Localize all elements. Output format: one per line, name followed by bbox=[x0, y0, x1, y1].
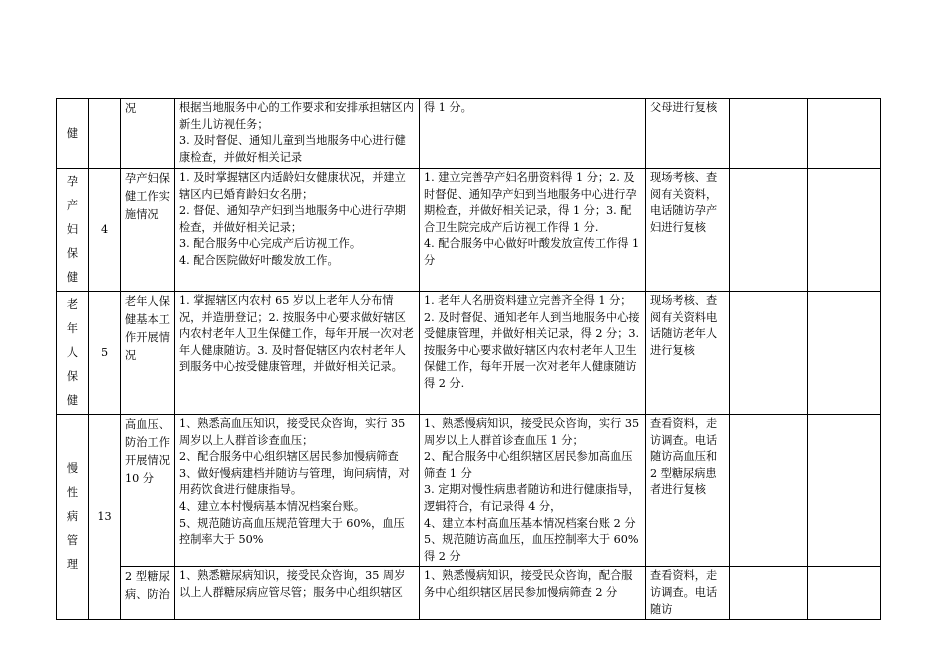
empty-cell bbox=[808, 292, 881, 415]
item-cell: 2 型糖尿病、防治 bbox=[121, 567, 175, 620]
item-cell: 孕产妇保健工作实施情况 bbox=[121, 169, 175, 292]
scoring-cell: 1、熟悉慢病知识，接受民众咨询，实行 35 周岁以上人群首诊查血压 1 分； 2、配合服务中心组织辖区居民参加高血压筛查 1 分 3. 定期对慢性病患者随访和进行健康指导，逻辑符合，有记录得 4 分， 4、建立本村高血压基本情况档案台账 2 分 5、规范随访高血压，血压控制率大于 60% 得 2 分 bbox=[420, 415, 646, 567]
method-cell: 现场考核、查阅有关资料，电话随访孕产妇进行复核 bbox=[646, 169, 730, 292]
number-cell: 5 bbox=[89, 292, 121, 415]
empty-cell bbox=[730, 415, 808, 567]
requirement-cell: 1. 掌握辖区内农村 65 岁以上老年人分布情况，并造册登记；2. 按服务中心要求做好辖区内农村老年人卫生保健工作，每年开展一次对老年人健康随访。3. 及时督促辖区内农村老年人到服务中心按受健康管理，并做好相关记录。 bbox=[175, 292, 420, 415]
empty-cell bbox=[808, 415, 881, 567]
table-row bbox=[57, 99, 881, 169]
scoring-cell: 1、熟悉慢病知识，接受民众咨询，配合服务中心组织辖区居民参加慢病筛查 2 分 bbox=[420, 567, 646, 620]
empty-cell bbox=[808, 567, 881, 620]
category-cell: 孕 产 妇 保 健 bbox=[57, 169, 89, 292]
empty-cell bbox=[730, 99, 808, 169]
requirement-cell: 1. 及时掌握辖区内适龄妇女健康状况，并建立辖区内已婚育龄妇女名册； 2. 督促、通知孕产妇到当地服务中心进行孕期检查，并做好相关记录； 3. 配合服务中心完成产后访视工作。 4. 配合医院做好叶酸发放工作。 bbox=[175, 169, 420, 292]
empty-cell bbox=[730, 567, 808, 620]
method-cell: 现场考核、查阅有关资料电话随访老年人进行复核 bbox=[646, 292, 730, 415]
scoring-cell: 1. 建立完善孕产妇名册资料得 1 分；2. 及时督促、通知孕产妇到当地服务中心进行孕期检查，并做好相关记录，得 1 分；3. 配合卫生院完成产后访视工作得 1 分. 4. 配合服务中心做好叶酸发放宣传工作得 1 分 bbox=[420, 169, 646, 292]
requirement-cell: 1、熟悉糖尿病知识，接受民众咨询，35 周岁以上人群糖尿病应管尽管；服务中心组织辖区 bbox=[175, 567, 420, 620]
category-cell: 老 年 人 保 健 bbox=[57, 292, 89, 415]
number-cell bbox=[89, 99, 121, 169]
method-cell: 查看资料，走访调查。电话随访 bbox=[646, 567, 730, 620]
number-cell: 4 bbox=[89, 169, 121, 292]
empty-cell bbox=[808, 169, 881, 292]
empty-cell bbox=[730, 292, 808, 415]
requirement-cell: 根据当地服务中心的工作要求和安排承担辖区内新生儿访视任务； 3. 及时督促、通知儿童到当地服务中心进行健康检查，并做好相关记录 bbox=[175, 99, 420, 169]
scoring-cell: 1. 老年人名册资料建立完善齐全得 1 分；2. 及时督促、通知老年人到当地服务中心接受健康管理，并做好相关记录，得 2 分；3. 按服务中心要求做好辖区内农村老年人卫生保健工作，每年开展一次对老年人健康随访得 2 分. bbox=[420, 292, 646, 415]
scoring-cell: 得 1 分。 bbox=[420, 99, 646, 169]
empty-cell bbox=[808, 99, 881, 169]
number-cell: 13 bbox=[89, 415, 121, 620]
assessment-table bbox=[56, 98, 881, 620]
item-cell: 况 bbox=[121, 99, 175, 169]
empty-cell bbox=[730, 169, 808, 292]
item-cell: 高血压、防治工作开展情况 10 分 bbox=[121, 415, 175, 567]
requirement-cell: 1、熟悉高血压知识，接受民众咨询，实行 35 周岁以上人群首诊查血压； 2、配合服务中心组织辖区居民参加慢病筛查 3、做好慢病建档并随访与管理，询问病情，对用药饮食进行健康指导。 4、建立本村慢病基本情况档案台账。 5、规范随访高血压规范管理大于 60%，血压控制率大于 50% bbox=[175, 415, 420, 567]
method-cell: 查看资料，走访调查。电话随访高血压和 2 型糖尿病患者进行复核 bbox=[646, 415, 730, 567]
method-cell: 父母进行复核 bbox=[646, 99, 730, 169]
table-row bbox=[57, 169, 881, 292]
category-cell: 慢 性 病 管 理 bbox=[57, 415, 89, 620]
item-cell: 老年人保健基本工作开展情况 bbox=[121, 292, 175, 415]
table-row bbox=[57, 292, 881, 415]
category-cell: 健 bbox=[57, 99, 89, 169]
table-row bbox=[57, 415, 881, 567]
table-row bbox=[57, 567, 881, 620]
